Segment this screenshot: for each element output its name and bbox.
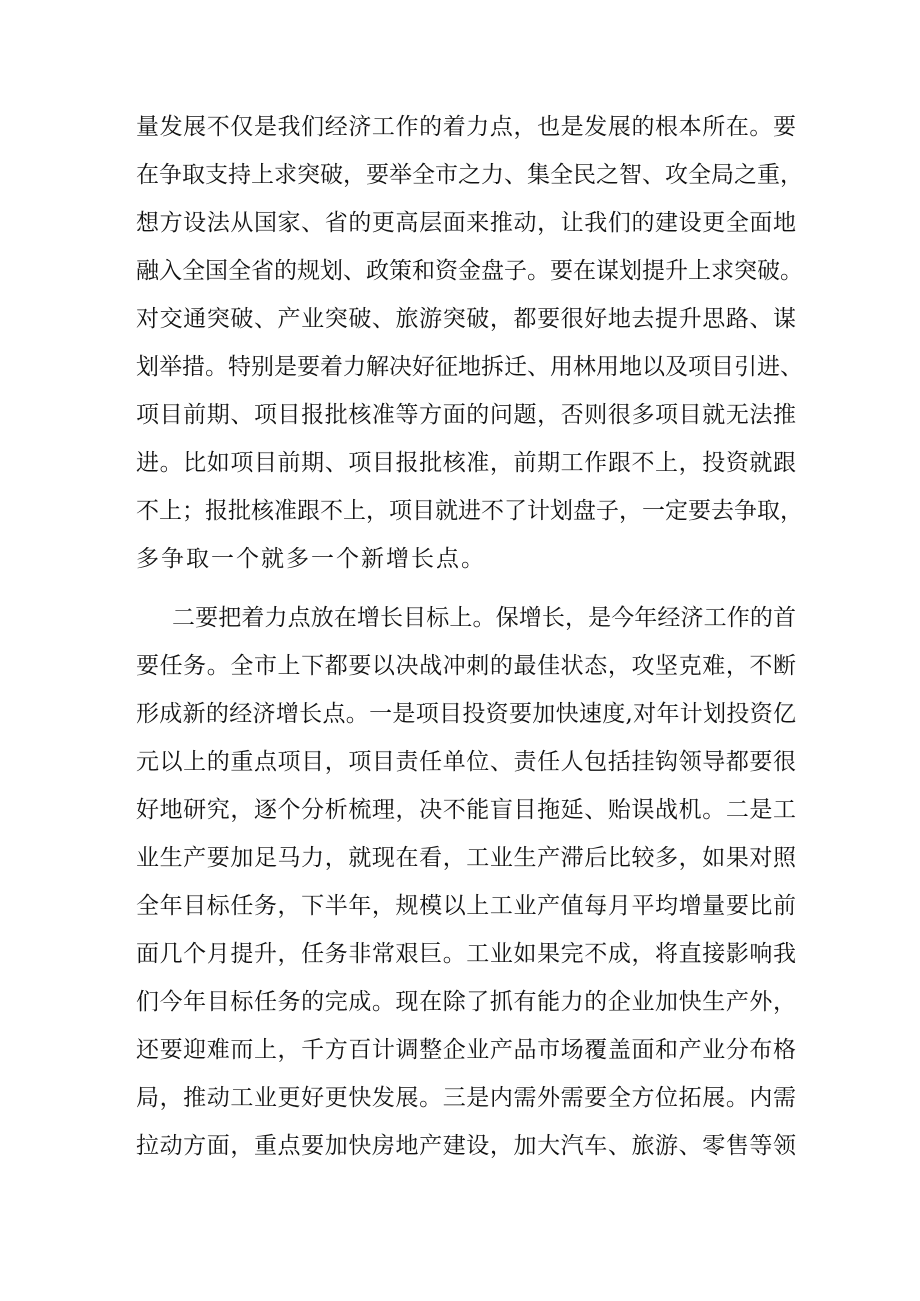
paragraph-2-line-8: 面几个月提升，任务非常艰巨。工业如果完不成，将直接影响我 bbox=[136, 941, 796, 967]
paragraph-1-line-3: 想方设法从国家、省的更高层面来推动，让我们的建设更全面地 bbox=[136, 210, 796, 236]
paragraph-1-line-5: 对交通突破、产业突破、旅游突破，都要很好地去提升思路、谋 bbox=[136, 306, 796, 332]
paragraph-2-line-9: 们今年目标任务的完成。现在除了抓有能力的企业加快生产外， bbox=[136, 989, 796, 1015]
paragraph-2-line-10: 还要迎难而上，千方百计调整企业产品市场覆盖面和产业分布格 bbox=[136, 1037, 796, 1063]
paragraph-2-line-11: 局，推动工业更好更快发展。三是内需外需要全方位拓展。内需 bbox=[136, 1085, 796, 1111]
paragraph-1-line-10: 多争取一个就多一个新增长点。 bbox=[136, 546, 486, 572]
paragraph-2-line-7: 全年目标任务，下半年，规模以上工业产值每月平均增量要比前 bbox=[136, 893, 796, 919]
paragraph-2-line-1: 二要把着力点放在增长目标上。保增长，是今年经济工作的首 bbox=[172, 605, 796, 631]
paragraph-2-line-12: 拉动方面，重点要加快房地产建设，加大汽车、旅游、零售等领 bbox=[136, 1133, 796, 1159]
paragraph-2-line-4: 元以上的重点项目，项目责任单位、责任人包括挂钩领导都要很 bbox=[136, 749, 796, 775]
paragraph-1-line-2: 在争取支持上求突破，要举全市之力、集全民之智、攻全局之重， bbox=[136, 162, 803, 188]
paragraph-1-line-8: 进。比如项目前期、项目报批核准，前期工作跟不上，投资就跟 bbox=[136, 450, 796, 476]
paragraph-2-line-2: 要任务。全市上下都要以决战冲刺的最佳状态，攻坚克难，不断 bbox=[136, 653, 796, 679]
paragraph-2-line-3: 形成新的经济增长点。一是项目投资要加快速度,对年计划投资亿 bbox=[136, 701, 796, 727]
paragraph-1-line-7: 项目前期、项目报批核准等方面的问题，否则很多项目就无法推 bbox=[136, 402, 796, 428]
paragraph-1-line-4: 融入全国全省的规划、政策和资金盘子。要在谋划提升上求突破。 bbox=[136, 258, 803, 284]
paragraph-1-line-1: 量发展不仅是我们经济工作的着力点，也是发展的根本所在。要 bbox=[136, 114, 796, 140]
paragraph-1-line-6: 划举措。特别是要着力解决好征地拆迁、用林用地以及项目引进、 bbox=[136, 354, 803, 380]
paragraph-1-line-9: 不上；报批核准跟不上，项目就进不了计划盘子，一定要去争取， bbox=[136, 498, 803, 524]
paragraph-2-line-5: 好地研究，逐个分析梳理，决不能盲目拖延、贻误战机。二是工 bbox=[136, 797, 796, 823]
paragraph-2-line-6: 业生产要加足马力，就现在看，工业生产滞后比较多，如果对照 bbox=[136, 845, 796, 871]
